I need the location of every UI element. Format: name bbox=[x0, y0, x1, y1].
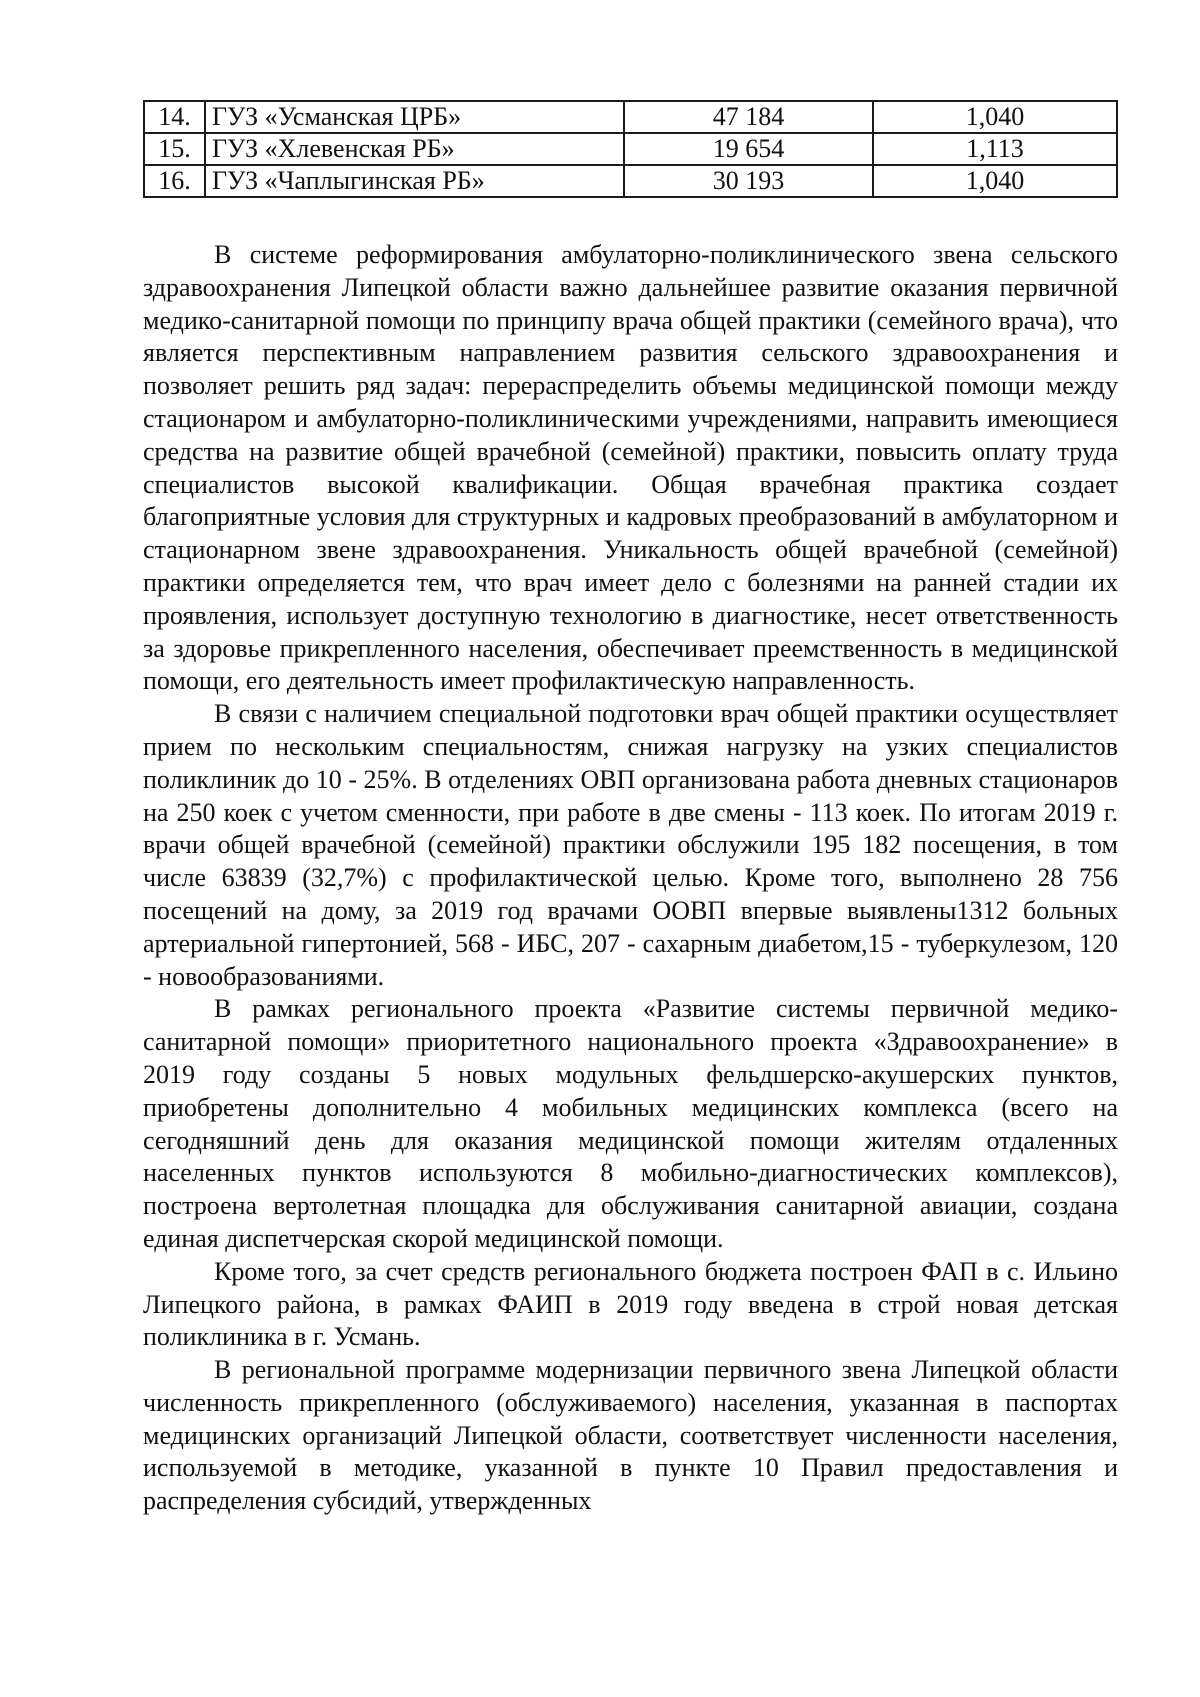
population-value: 47 184 bbox=[624, 101, 873, 133]
population-value: 19 654 bbox=[624, 133, 873, 165]
paragraph-regional-project: В рамках регионального проекта «Развитие системы первичной медико-санитарной помощи» приоритетного национального проекта «Здравоохранение» в 2019 году созданы 5 новых модульных фельдшерско-акушерских пунктов, приобретены дополнительно 4 мобильных медицинских комплекса (всего на сегодняшний день для оказания медицинской помощи жителям отдаленных населенных пунктов используются 8 мобильно-диагностических комплексов), построена вертолетная площадка для обслуживания санитарной авиации, создана единая диспетчерская скорой медицинской помощи. bbox=[143, 994, 1118, 1253]
row-number: 14. bbox=[144, 101, 205, 133]
coefficient-value: 1,040 bbox=[873, 165, 1117, 197]
table-row bbox=[144, 165, 1117, 197]
row-number: 16. bbox=[144, 165, 205, 197]
coefficient-value: 1,113 bbox=[873, 133, 1117, 165]
institution-name: ГУЗ «Усманская ЦРБ» bbox=[205, 101, 624, 133]
paragraph-family-practice: В системе реформирования амбулаторно-поликлинического звена сельского здравоохранения Липецкой области важно дальнейшее развитие оказания первичной медико-санитарной помощи по принципу врача общей практики (семейного врача), что является перспективным направлением развития сельского здравоохранения и позволяет решить ряд задач: перераспределить объемы медицинской помощи между стационаром и амбулаторно-поликлиническими учреждениями, направить имеющиеся средства на развитие общей врачебной (семейной) практики, повысить оплату труда специалистов высокой квалификации. Общая врачебная практика создает благоприятные условия для структурных и кадровых преобразований в амбулаторном и стационарном звене здравоохранения. Уникальность общей врачебной (семейной) практики определяется тем, что врач имеет дело с болезнями на ранней стадии их проявления, использует доступную технологию в диагностике, несет ответственность за здоровье прикрепленного населения, обеспечивает преемственность в медицинской помощи, его деятельность имеет профилактическую направленность. bbox=[143, 240, 1118, 696]
table-row bbox=[144, 101, 1117, 133]
body-text bbox=[143, 239, 1118, 1518]
institution-name: ГУЗ «Хлевенская РБ» bbox=[205, 133, 624, 165]
paragraph-modernization-program: В региональной программе модернизации первичного звена Липецкой области численность прикрепленного (обслуживаемого) населения, указанная в паспортах медицинских организаций Липецкой области, соответствует численности населения, используемой в методике, указанной в пункте 10 Правил предоставления и распределения субсидий, утвержденных bbox=[143, 1355, 1118, 1516]
coefficient-value: 1,040 bbox=[873, 101, 1117, 133]
paragraph-regional-budget: Кроме того, за счет средств регионального бюджета построен ФАП в с. Ильино Липецкого района, в рамках ФАИП в 2019 году введена в строй новая детская поликлиника в г. Усмань. bbox=[143, 1256, 1118, 1352]
paragraph-gp-statistics: В связи с наличием специальной подготовки врач общей практики осуществляет прием по нескольким специальностям, снижая нагрузку на узких специалистов поликлиник до 10 - 25%. В отделениях ОВП организована работа дневных стационаров на 250 коек с учетом сменности, при работе в две смены - 113 коек. По итогам 2019 г. врачи общей врачебной (семейной) практики обслужили 195 182 посещения, в том числе 63839 (32,7%) с профилактической целью. Кроме того, выполнено 28 756 посещений на дому, за 2019 год врачами ООВП впервые выявлены1312 больных артериальной гипертонией, 568 - ИБС, 207 - сахарным диабетом,15 - туберкулезом, 120 - новообразованиями. bbox=[143, 699, 1118, 991]
row-number: 15. bbox=[144, 133, 205, 165]
table-row bbox=[144, 133, 1117, 165]
population-value: 30 193 bbox=[624, 165, 873, 197]
hospital-table bbox=[143, 100, 1118, 198]
institution-name: ГУЗ «Чаплыгинская РБ» bbox=[205, 165, 624, 197]
